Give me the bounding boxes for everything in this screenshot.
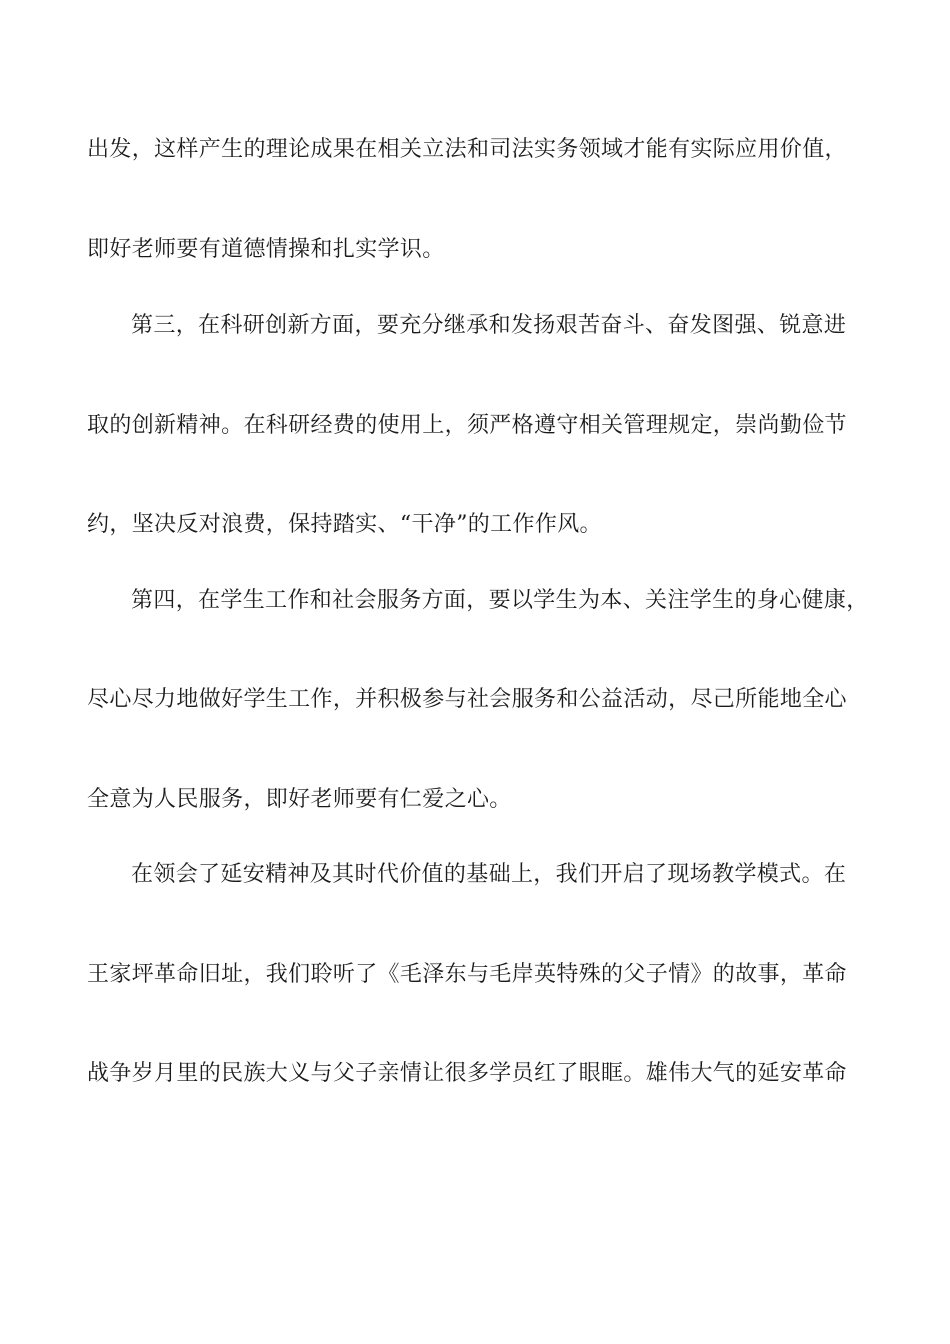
text-line: 出发，这样产生的理论成果在相关立法和司法实务领域才能有实际应用价值， xyxy=(87,137,847,162)
paragraph-start-line: 在领会了延安精神及其时代价值的基础上，我们开启了现场教学模式。在 xyxy=(131,862,847,887)
text-line: 全意为人民服务，即好老师要有仁爱之心。 xyxy=(87,787,512,812)
text-line: 战争岁月里的民族大义与父子亲情让很多学员红了眼眶。雄伟大气的延安革命 xyxy=(87,1061,847,1086)
text-line: 王家坪革命旧址，我们聆听了《毛泽东与毛岸英特殊的父子情》的故事，革命 xyxy=(87,962,847,987)
paragraph-start-line: 第三，在科研创新方面，要充分继承和发扬艰苦奋斗、奋发图强、锐意进 xyxy=(131,313,847,338)
text-line: 即好老师要有道德情操和扎实学识。 xyxy=(87,237,445,262)
text-line: 尽心尽力地做好学生工作，并积极参与社会服务和公益活动，尽己所能地全心 xyxy=(87,687,847,712)
text-line: 取的创新精神。在科研经费的使用上，须严格遵守相关管理规定，崇尚勤俭节 xyxy=(87,413,847,438)
text-line: 约，坚决反对浪费，保持踏实、“干净”的工作作风。 xyxy=(87,512,602,537)
paragraph-start-line: 第四，在学生工作和社会服务方面，要以学生为本、关注学生的身心健康， xyxy=(131,588,869,613)
